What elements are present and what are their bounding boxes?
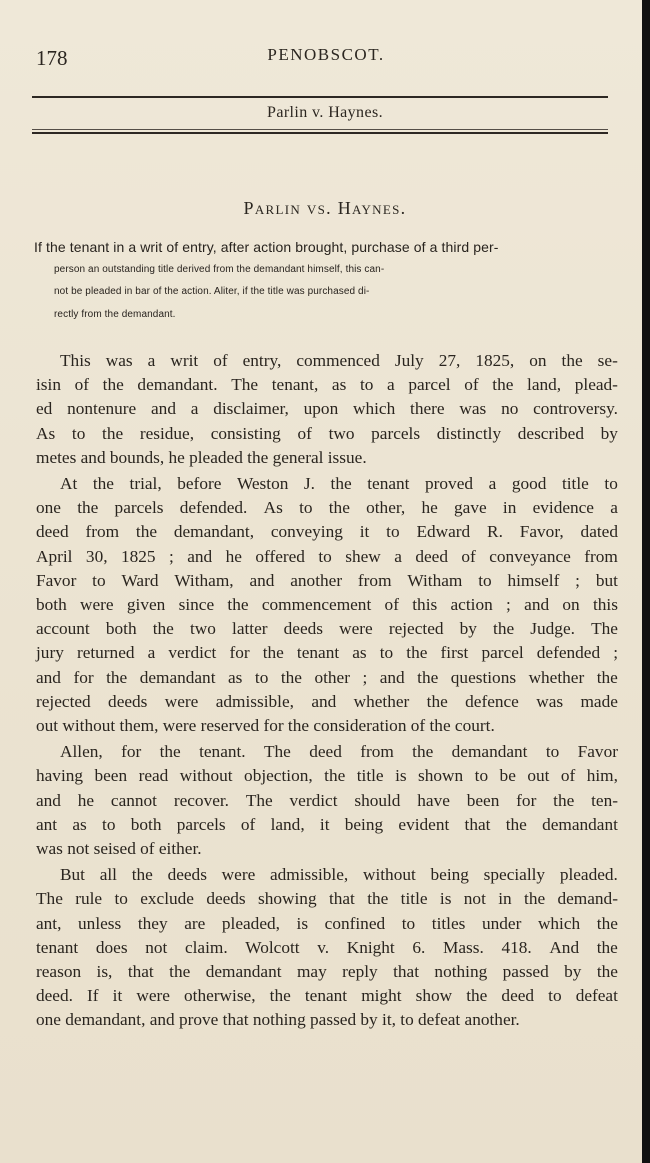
body-line: Allen, for the tenant. The deed from the demandant to Favor: [60, 742, 618, 762]
body-line: reason is, that the demandant may reply that nothing passed by the: [36, 962, 618, 982]
body-line: rejected deeds were admissible, and whether the defence was made: [36, 691, 618, 711]
caption-rule: [32, 132, 608, 134]
body-line: deed. If it were otherwise, the tenant might show the deed to defeat: [36, 986, 618, 1006]
body-line: April 30, 1825 ; and he offered to shew a deed of conveyance from: [36, 546, 618, 566]
body-line: and for the demandant as to the other ; and the questions whether the: [36, 667, 618, 687]
body-line: one demandant, and prove that nothing passed by it, to defeat another.: [36, 1010, 520, 1030]
body-line: and he cannot recover. The verdict should have been for the ten-: [36, 790, 618, 810]
headnote-line: not be pleaded in bar of the action. Aliter, if the title was purchased di-: [54, 286, 370, 298]
body-line: out without them, were reserved for the consideration of the court.: [36, 716, 495, 736]
top-rule: [32, 96, 608, 98]
page-number: 178: [36, 46, 68, 70]
running-title: PENOBSCOT.: [267, 45, 385, 64]
body-line: one the parcels defended. As to the other, he gave in evidence a: [36, 498, 618, 518]
body-line: The rule to exclude deeds showing that the title is not in the demand-: [36, 889, 618, 909]
case-heading: Parlin vs. Haynes.: [243, 198, 407, 218]
body-line: But all the deeds were admissible, without being specially pleaded.: [60, 865, 618, 885]
headnote: [34, 236, 614, 326]
body-line: isin of the demandant. The tenant, as to a parcel of the land, plead-: [36, 375, 618, 395]
body-text: [36, 349, 618, 1033]
body-line: account both the two latter deeds were rejected by the Judge. The: [36, 619, 618, 639]
body-line: metes and bounds, he pleaded the general issue.: [36, 447, 367, 467]
body-line: As to the residue, consisting of two parcels distinctly described by: [36, 423, 618, 443]
body-line: At the trial, before Weston J. the tenant proved a good title to: [60, 474, 618, 494]
body-line: jury returned a verdict for the tenant as to the first parcel defended ;: [36, 643, 618, 663]
headnote-line: person an outstanding title derived from the demandant himself, this can-: [54, 263, 385, 275]
caption-rule-thin: [32, 129, 608, 130]
scan-edge: [642, 0, 650, 1163]
body-line: ant as to both parcels of land, it being evident that the demandant: [36, 814, 618, 834]
body-line: having been read without objection, the title is shown to be out of him,: [36, 766, 618, 786]
body-line: ant, unless they are pleaded, is confined to titles under which the: [36, 913, 618, 933]
case-caption: Parlin v. Haynes.: [267, 104, 383, 121]
body-line: was not seised of either.: [36, 839, 202, 859]
headnote-line: rectly from the demandant.: [54, 308, 176, 320]
body-line: ed nontenure and a disclaimer, upon which there was no controversy.: [36, 399, 618, 419]
body-line: both were given since the commencement of this action ; and on this: [36, 595, 618, 615]
body-line: This was a writ of entry, commenced July 27, 1825, on the se-: [60, 351, 618, 370]
body-line: Favor to Ward Witham, and another from Witham to himself ; but: [36, 570, 618, 590]
running-head: [36, 40, 616, 80]
headnote-line: If the tenant in a writ of entry, after action brought, purchase of a third per-: [34, 239, 499, 255]
body-line: tenant does not claim. Wolcott v. Knight 6. Mass. 418. And the: [36, 937, 618, 957]
body-line: deed from the demandant, conveying it to Edward R. Favor, dated: [36, 522, 618, 542]
